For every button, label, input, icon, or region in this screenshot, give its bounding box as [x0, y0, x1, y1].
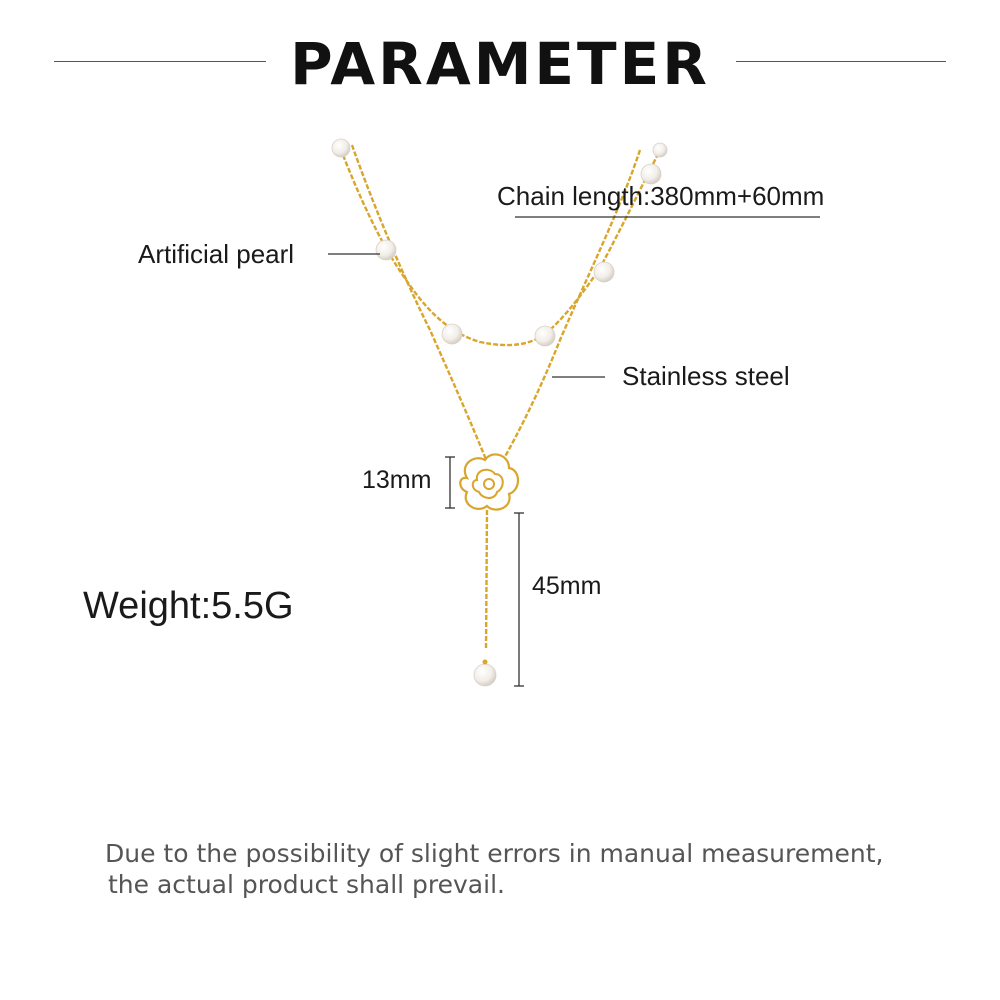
- pearl: [535, 326, 555, 346]
- pearl: [594, 262, 614, 282]
- pearl: [442, 324, 462, 344]
- artificial-pearl-label: Artificial pearl: [138, 239, 295, 269]
- pearl: [376, 240, 396, 260]
- measurement-disclaimer: [105, 838, 883, 900]
- flower-pendant: [460, 454, 518, 509]
- pearl: [653, 143, 667, 157]
- pearl: [332, 139, 350, 157]
- drop-chain: [486, 510, 487, 650]
- drop-length-label: 45mm: [532, 572, 602, 600]
- dimension-45mm: [514, 513, 524, 686]
- chain-pearls: [332, 139, 667, 346]
- disclaimer-line-2: the actual product shall prevail.: [108, 870, 505, 899]
- weight-label: Weight:5.5G: [83, 585, 294, 627]
- pearl-chain-strand-left: [338, 142, 545, 345]
- disclaimer-line-1: Due to the possibility of slight errors in manual measurement,: [105, 839, 884, 868]
- chain-length-label: Chain length:380mm+60mm: [497, 181, 825, 211]
- leader-lines: [328, 217, 820, 377]
- drop-pearl-cap: [483, 660, 488, 665]
- pendant-size-label: 13mm: [362, 466, 432, 494]
- long-chain-strand-left: [352, 145, 487, 462]
- stainless-steel-label: Stainless steel: [622, 361, 790, 391]
- dimension-13mm: [445, 457, 455, 508]
- drop-pearl: [474, 664, 496, 686]
- page-title: PARAMETER: [290, 30, 710, 98]
